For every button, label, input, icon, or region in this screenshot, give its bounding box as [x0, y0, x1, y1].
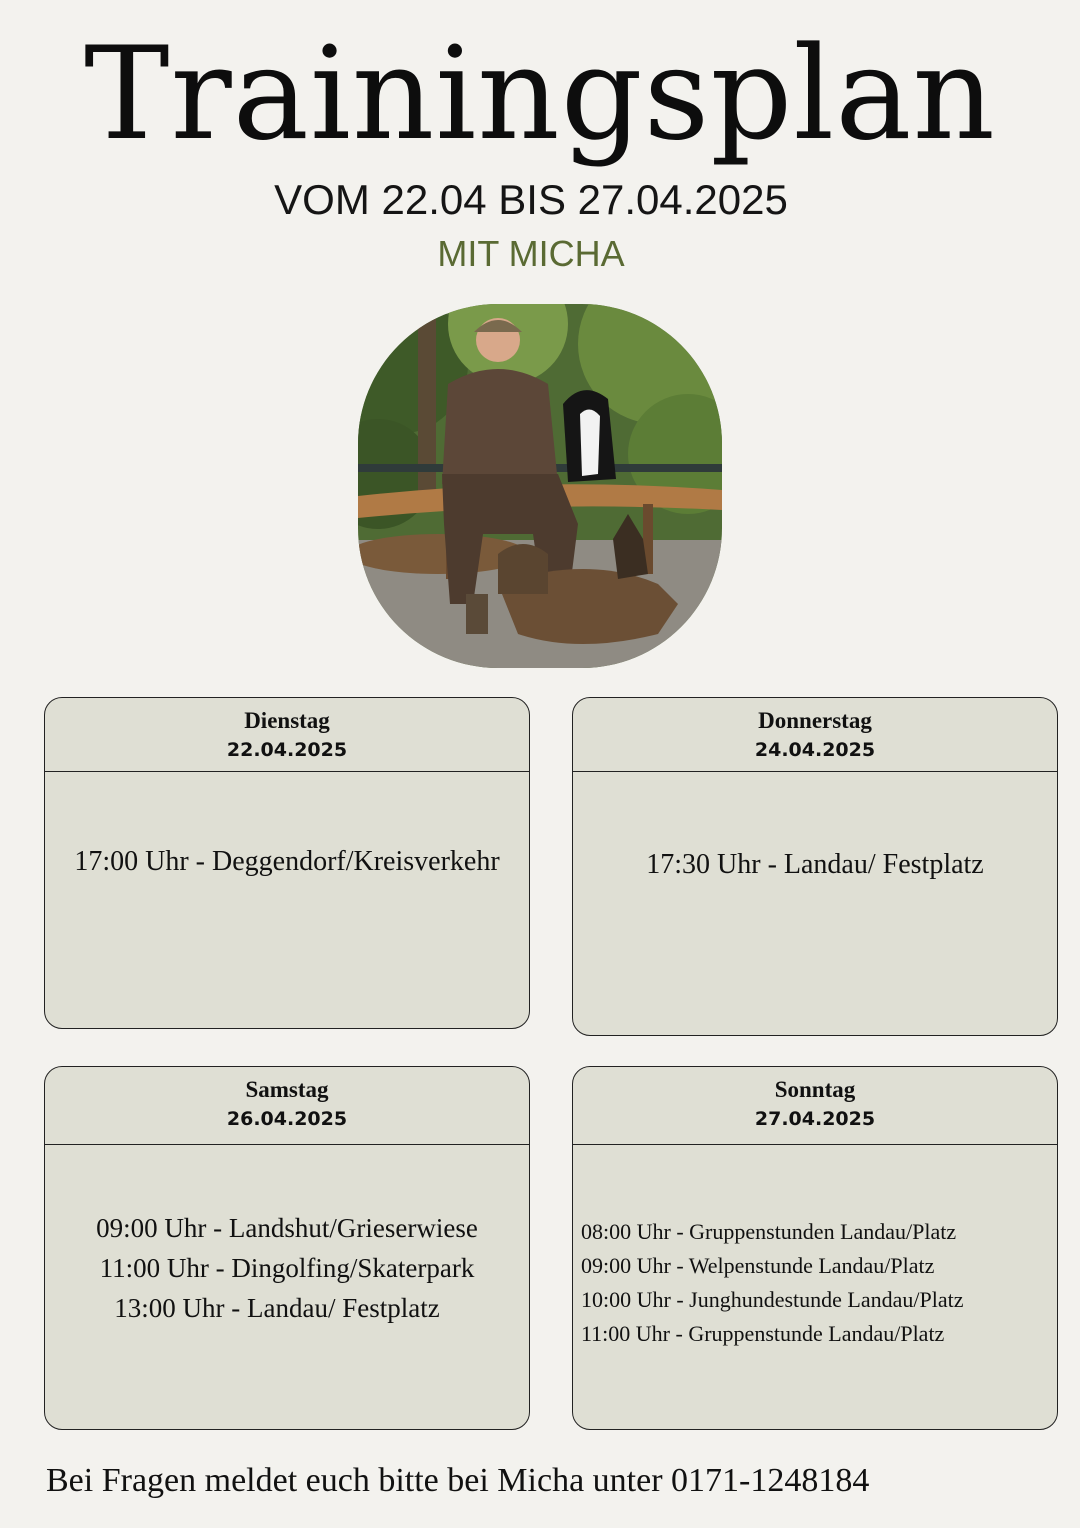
- schedule-entry: 11:00 Uhr - Gruppenstunde Landau/Platz: [581, 1321, 945, 1346]
- schedule-card-tuesday: [44, 697, 530, 1029]
- date-label: 27.04.2025: [754, 1108, 876, 1130]
- schedule-entry: 08:00 Uhr - Gruppenstunden Landau/Platz: [581, 1219, 957, 1244]
- card-header: [45, 698, 529, 772]
- date-label: 26.04.2025: [226, 1108, 348, 1130]
- day-label: Sonntag: [774, 1077, 856, 1102]
- card-header: [45, 1067, 529, 1145]
- trainer-with-dogs-photo: [358, 304, 722, 668]
- card-body: [45, 844, 529, 880]
- schedule-card-saturday: [44, 1066, 530, 1430]
- card-header: [573, 1067, 1057, 1145]
- day-label: Samstag: [245, 1077, 329, 1102]
- schedule-card-sunday: [572, 1066, 1058, 1430]
- date-label: 24.04.2025: [754, 739, 876, 761]
- card-header: [573, 698, 1057, 772]
- day-label: Donnerstag: [758, 708, 872, 733]
- card-body: [581, 1215, 1057, 1351]
- date-range: VOM 22.04 BIS 27.04.2025: [274, 176, 788, 223]
- schedule-entry: 17:00 Uhr - Deggendorf/Kreisverkehr: [74, 846, 500, 877]
- schedule-entry: 10:00 Uhr - Junghundestunde Landau/Platz: [581, 1287, 964, 1312]
- date-label: 22.04.2025: [226, 739, 348, 761]
- day-label: Dienstag: [244, 708, 330, 733]
- schedule-entry: 17:30 Uhr - Landau/ Festplatz: [646, 849, 984, 880]
- contact-footer: Bei Fragen meldet euch bitte bei Micha unter 0171-1248184: [46, 1462, 870, 1499]
- card-body: [573, 847, 1057, 883]
- page-title: Trainingsplan: [84, 20, 996, 169]
- card-body: [45, 1208, 529, 1328]
- schedule-entry: 09:00 Uhr - Landshut/Grieserwiese: [96, 1213, 478, 1243]
- schedule-entry: 13:00 Uhr - Landau/ Festplatz: [114, 1293, 440, 1323]
- schedule-entry: 09:00 Uhr - Welpenstunde Landau/Platz: [581, 1253, 935, 1278]
- schedule-card-thursday: [572, 697, 1058, 1036]
- schedule-entry: 11:00 Uhr - Dingolfing/Skaterpark: [99, 1253, 475, 1283]
- trainer-name: MIT MICHA: [437, 233, 625, 274]
